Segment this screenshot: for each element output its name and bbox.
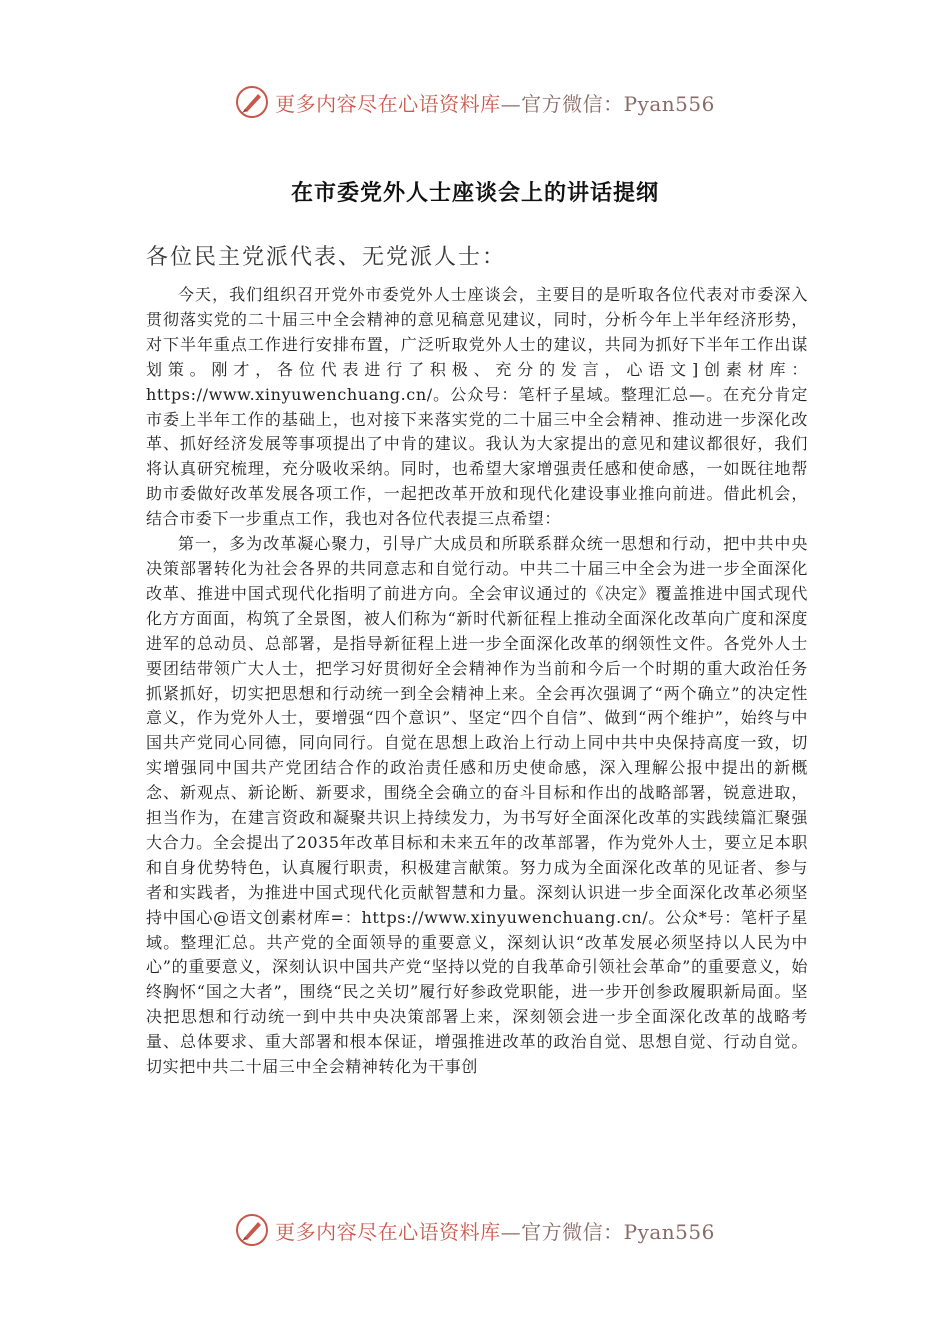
banner-dash: —	[500, 91, 522, 116]
footer-banner	[0, 1210, 950, 1250]
banner-sub-text: 官方微信：Pyan556	[521, 1219, 715, 1244]
header-banner	[0, 82, 950, 122]
paragraph-intro: 今天，我们组织召开党外市委党外人士座谈会，主要目的是听取各位代表对市委深入贯彻落实党的二十届三中全会精神的意见稿意见建议，同时，分析今年上半年经济形势，对下半年重点工作进行安排布置，广泛听取党外人士的建议，共同为抓好下半年工作出谋划策。刚才，各位代表进行了积极、充分的发言，心语文]创素材库：https://www.xinyuwenchuang.cn/。公众号：笔杆子星域。整理汇总—。在充分肯定市委上半年工作的基础上，也对接下来落实党的二十届三中全会精神、推动进一步深化改革、抓好经济发展等事项提出了中肯的建议。我认为大家提出的意见和建议都很好，我们将认真研究梳理，充分吸收采纳。同时，也希望大家增强责任感和使命感，一如既往地帮助市委做好改革发展各项工作，一起把改革开放和现代化建设事业推向前进。借此机会，结合市委下一步重点工作，我也对各位代表提三点希望：	[146, 285, 808, 529]
quill-pen-logo-icon	[235, 85, 269, 119]
paragraph-first-point: 第一，多为改革凝心聚力，引导广大成员和所联系群众统一思想和行动，把中共中央决策部署转化为社会各界的共同意志和自觉行动。中共二十届三中全会为进一步全面深化改革、推进中国式现代化指明了前进方向。全会审议通过的《决定》覆盖推进中国式现代化方方面面，构筑了全景图，被人们称为“新时代新征程上推动全面深化改革向广度和深度进军的总动员、总部署，是指导新征程上进一步全面深化改革的纲领性文件。各党外人士要团结带领广大人士，把学习好贯彻好全会精神作为当前和今后一个时期的重大政治任务抓紧抓好，切实把思想和行动统一到全会精神上来。全会再次强调了“两个确立”的决定性意义，作为党外人士，要增强“四个意识”、坚定“四个自信”、做到“两个维护”，始终与中国共产党同心同德，同向同行。自觉在思想上政治上行动上同中共中央保持高度一致，切实增强同中国共产党团结合作的政治责任感和历史使命感，深入理解公报中提出的新概念、新观点、新论断、新要求，围绕全会确立的奋斗目标和作出的战略部署，锐意进取，担当作为，在建言资政和凝聚共识上持续发力，为书写好全面深化改革的实践续篇汇聚强大合力。全会提出了2035年改革目标和未来五年的改革部署，作为党外人士，要立足本职和自身优势特色，认真履行职责，积极建言献策。努力成为全面深化改革的见证者、参与者和实践者，为推进中国式现代化贡献智慧和力量。深刻认识进一步全面深化改革必须坚持中国心@语文创素材库=：https://www.xinyuwenchuang.cn/。公众*号：笔杆子星域。整理汇总。共产党的全面领导的重要意义，深刻认识“改革发展必须坚持以人民为中心”的重要意义，深刻认识中国共产党“坚持以党的自我革命引领社会革命”的重要意义，始终胸怀“国之大者”，围绕“民之关切”履行好参政党职能，进一步开创参政履职新局面。坚决把思想和行动统一到中共中央决策部署上来，深刻领会进一步全面深化改革的战略考量、总体要求、重大部署和根本保证，增强推进改革的政治自觉、思想自觉、行动自觉。切实把中共二十届三中全会精神转化为干事创	[146, 534, 808, 1077]
banner-dash: —	[500, 1219, 522, 1244]
banner-text	[275, 88, 715, 117]
document-body	[146, 283, 808, 1183]
banner-sub-text: 官方微信：Pyan556	[521, 91, 715, 116]
banner-main-text: 更多内容尽在心语资料库	[275, 1219, 501, 1244]
banner-main-text: 更多内容尽在心语资料库	[275, 91, 501, 116]
quill-pen-logo-icon	[235, 1213, 269, 1247]
banner-text	[275, 1216, 715, 1245]
salutation: 各位民主党派代表、无党派人士：	[146, 245, 507, 270]
document-title: 在市委党外人士座谈会上的讲话提纲	[290, 181, 659, 206]
